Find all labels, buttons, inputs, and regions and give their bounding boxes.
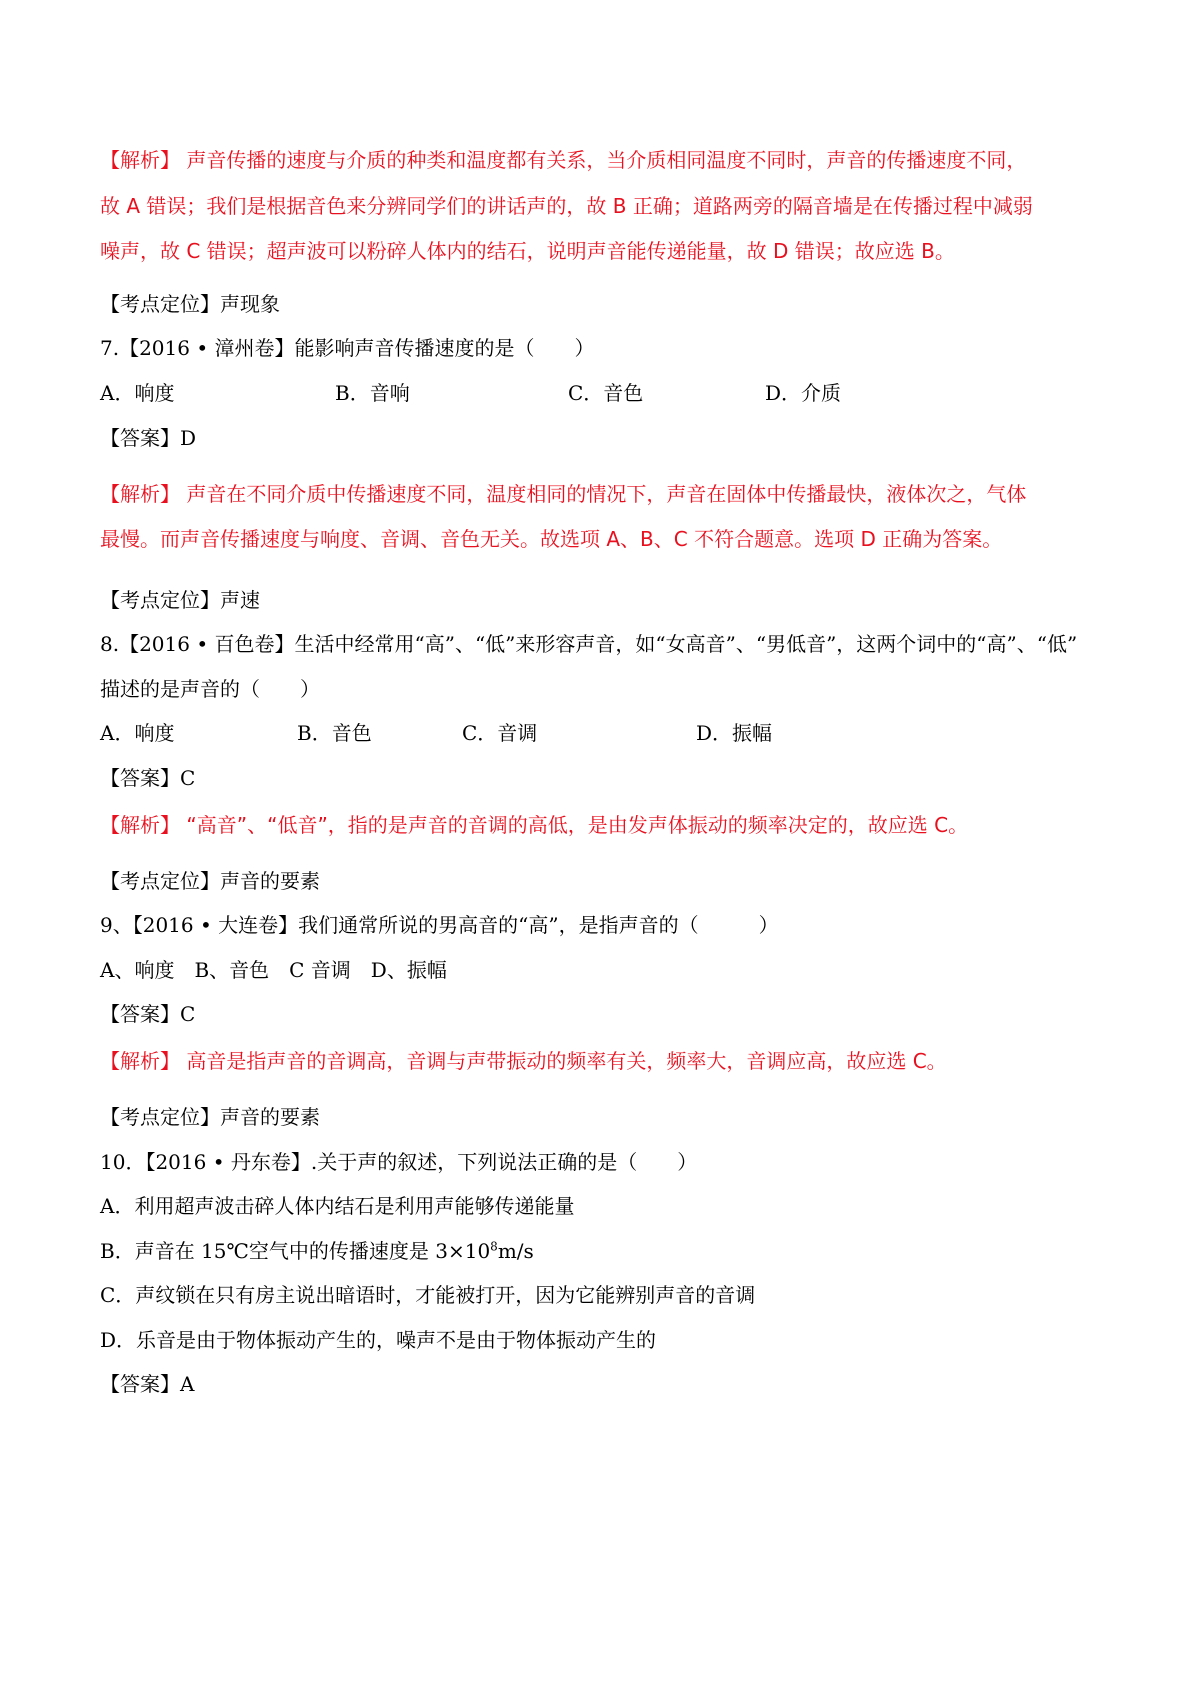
- q10-option-d: D．乐音是由于物体振动产生的，噪声不是由于物体振动产生的: [100, 1328, 657, 1352]
- q10-option-b: [100, 1237, 534, 1265]
- q10-option-b-prefix: B．声音在 15℃空气中的传播速度是 3×10: [100, 1239, 491, 1263]
- q8-stem-line-2: 描述的是声音的（ ）: [100, 677, 320, 701]
- q8-point: 【考点定位】声音的要素: [100, 869, 320, 893]
- q10-answer: 【答案】A: [100, 1372, 195, 1396]
- q10-stem: 10．【2016 • 丹东卷】.关于声的叙述，下列说法正确的是（ ）: [100, 1150, 698, 1174]
- q8-answer: 【答案】C: [100, 766, 196, 790]
- q7-stem: 7.【2016 • 漳州卷】能影响声音传播速度的是（ ）: [100, 336, 595, 360]
- q10-option-b-exponent: 8: [490, 1239, 498, 1254]
- q9-point: 【考点定位】声音的要素: [100, 1105, 320, 1129]
- q8-analysis: 【解析】 “高音”、“低音”，指的是声音的音调的高低，是由发声体振动的频率决定的，故应选 C。: [100, 813, 969, 837]
- q8-stem-line-1: 8.【2016 • 百色卷】生活中经常用“高”、“低”来形容声音，如“女高音”、“男低音”，这两个词中的“高”、“低”: [100, 632, 1078, 656]
- q6-analysis-line-2: 故 A 错误；我们是根据音色来分辨同学们的讲话声的，故 B 正确；道路两旁的隔音墙是在传播过程中减弱: [100, 194, 1033, 218]
- q8-option-a: A．响度: [100, 721, 175, 745]
- q7-option-d: D．介质: [765, 381, 842, 405]
- q9-stem: 9、【2016 • 大连卷】我们通常所说的男高音的“高”，是指声音的（ ）: [100, 913, 779, 937]
- q6-point: 【考点定位】声现象: [100, 292, 280, 316]
- q8-option-d: D．振幅: [696, 721, 773, 745]
- q8-option-c: C．音调: [462, 721, 538, 745]
- q6-analysis-line-1: 【解析】 声音传播的速度与介质的种类和温度都有关系，当介质相同温度不同时，声音的传播速度不同，: [100, 148, 1027, 172]
- q7-option-a: A．响度: [100, 381, 175, 405]
- q7-option-c: C．音色: [568, 381, 644, 405]
- q6-analysis-line-3: 噪声，故 C 错误；超声波可以粉碎人体内的结石，说明声音能传递能量，故 D 错误；故应选 B。: [100, 239, 955, 263]
- q9-analysis: 【解析】 高音是指声音的音调高，音调与声带振动的频率有关，频率大，音调应高，故应选 C。: [100, 1049, 947, 1073]
- q7-analysis-line-1: 【解析】 声音在不同介质中传播速度不同，温度相同的情况下，声音在固体中传播最快，液体次之，气体: [100, 482, 1027, 506]
- q7-analysis-line-2: 最慢。而声音传播速度与响度、音调、音色无关。故选项 A、B、C 不符合题意。选项 D 正确为答案。: [100, 527, 1003, 551]
- q7-point: 【考点定位】声速: [100, 588, 260, 612]
- q8-option-b: B．音色: [297, 721, 372, 745]
- q9-answer: 【答案】C: [100, 1002, 196, 1026]
- q10-option-c: C．声纹锁在只有房主说出暗语时，才能被打开，因为它能辨别声音的音调: [100, 1283, 756, 1307]
- q9-options: A、响度 B、音色 C 音调 D、振幅: [100, 958, 447, 982]
- q7-option-b: B．音响: [335, 381, 410, 405]
- q10-option-b-unit: m/s: [497, 1239, 534, 1263]
- q7-answer: 【答案】D: [100, 426, 197, 450]
- q10-option-a: A．利用超声波击碎人体内结石是利用声能够传递能量: [100, 1194, 575, 1218]
